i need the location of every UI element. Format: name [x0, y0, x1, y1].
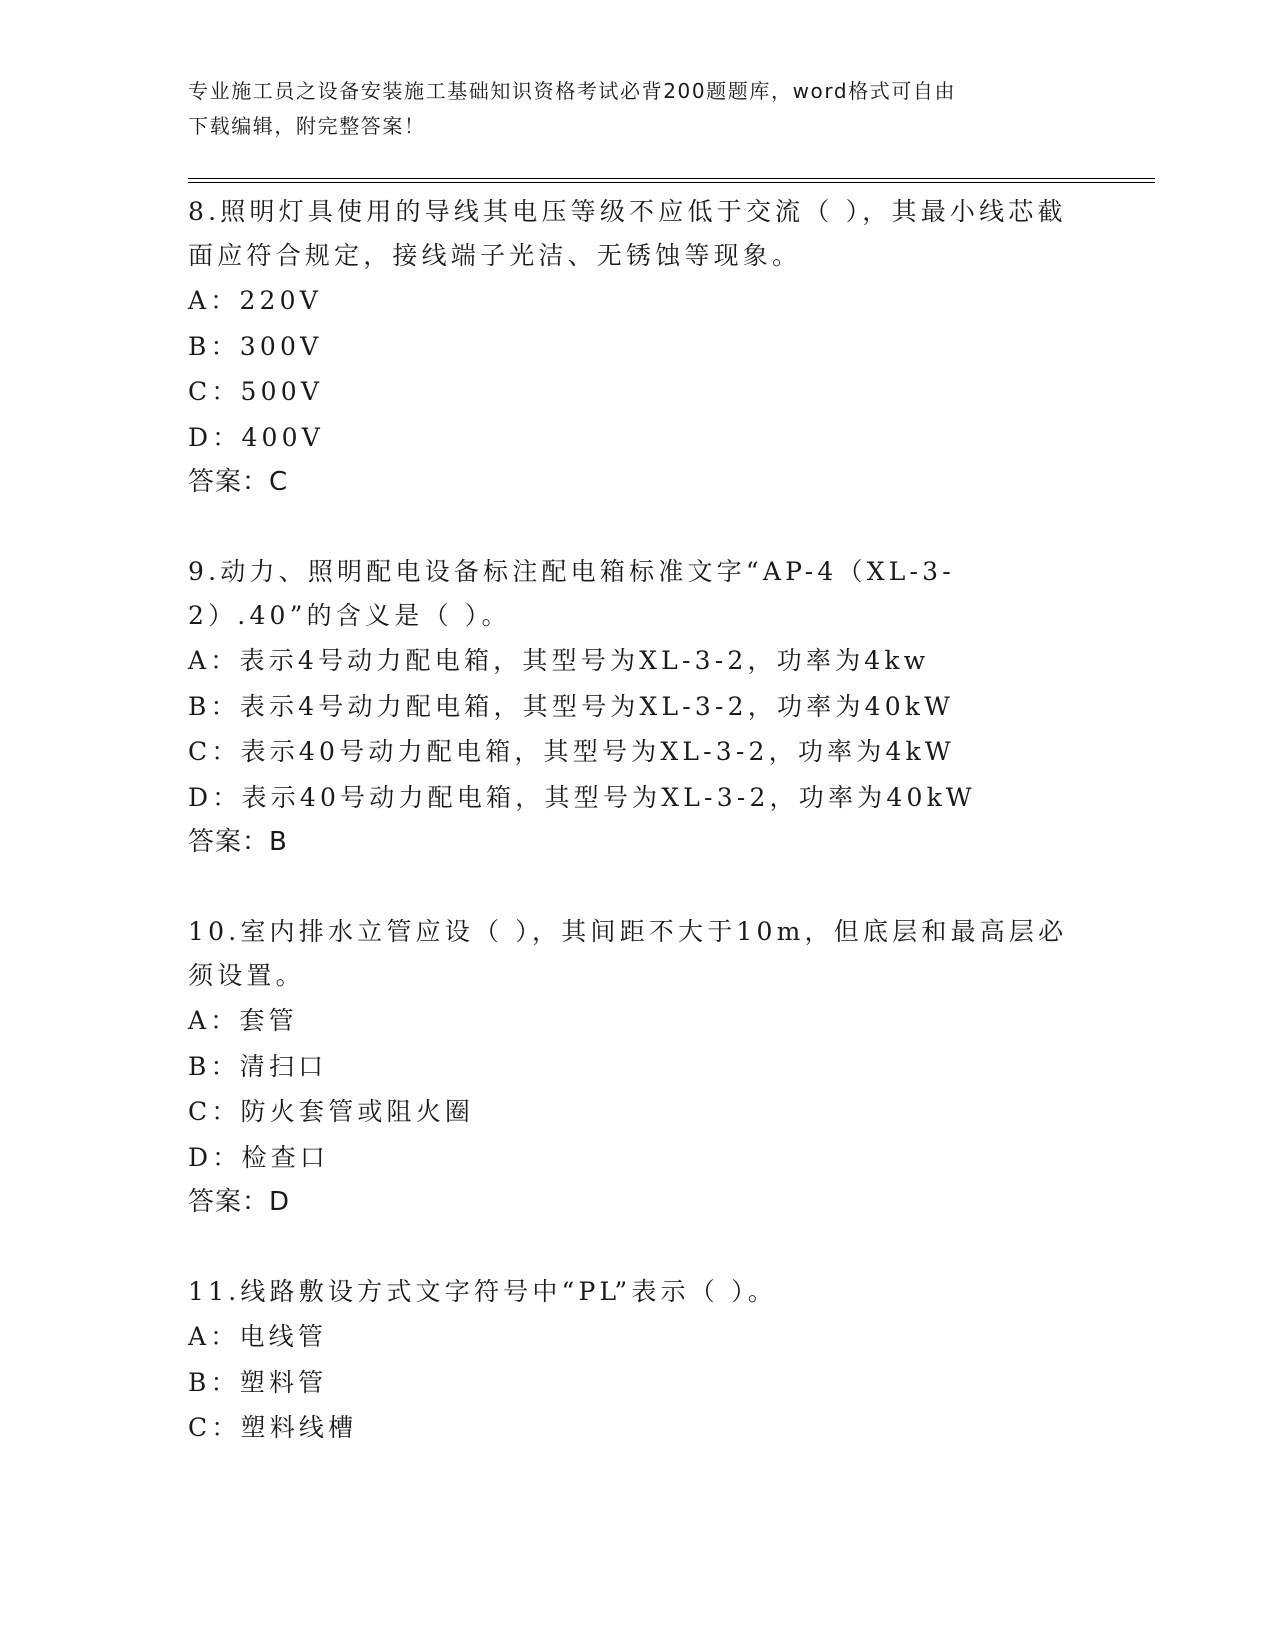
option-a: A：电线管 [188, 1322, 328, 1351]
option-d: D：表示40号动力配电箱，其型号为XL-3-2，功率为40kW [188, 782, 976, 812]
option-b: B：塑料管 [188, 1367, 328, 1397]
option-a: A：220V [188, 286, 323, 315]
header-line-2: 下载编辑，附完整答案！ [188, 114, 426, 138]
option-b: B：表示4号动力配电箱，其型号为XL-3-2，功率为40kW [188, 691, 955, 721]
option-c: C：防火套管或阻火圈 [188, 1097, 475, 1126]
answer-line: 答案：D [188, 1187, 291, 1217]
header-divider-bottom [188, 182, 1155, 183]
question-11 [188, 1270, 1088, 1451]
option-d: D：400V [188, 422, 325, 452]
answer-line: 答案：C [188, 467, 289, 497]
question-10 [188, 910, 1088, 1224]
question-text: 8.照明灯具使用的导线其电压等级不应低于交流（ ），其最小线芯截面应符合规定，接线端子光洁、无锈蚀等现象。 [188, 197, 1067, 270]
option-c: C：表示40号动力配电箱，其型号为XL-3-2，功率为4kW [188, 737, 955, 766]
question-text: 10.室内排水立管应设（ ），其间距不大于10m，但底层和最高层必须设置。 [188, 917, 1068, 990]
option-b: B：300V [188, 331, 323, 361]
header-line-1: 专业施工员之设备安装施工基础知识资格考试必背200题题库，word格式可自由 [188, 79, 957, 103]
option-a: A：套管 [188, 1006, 298, 1035]
option-b: B：清扫口 [188, 1051, 328, 1081]
answer-line: 答案：B [188, 827, 288, 857]
question-text: 11.线路敷设方式文字符号中“PL”表示（ ）。 [188, 1277, 777, 1306]
option-c: C：500V [188, 377, 324, 406]
option-d: D：检查口 [188, 1142, 330, 1172]
question-text: 9.动力、照明配电设备标注配电箱标准文字“AP-4（XL-3-2）.40”的含义是（ ）。 [188, 557, 955, 630]
option-c: C：塑料线槽 [188, 1413, 358, 1442]
question-list [188, 190, 1088, 1497]
option-a: A：表示4号动力配电箱，其型号为XL-3-2，功率为4kw [188, 646, 930, 675]
question-9 [188, 550, 1088, 864]
document-header [188, 74, 1088, 144]
question-8 [188, 190, 1088, 504]
header-divider-top [188, 178, 1155, 179]
